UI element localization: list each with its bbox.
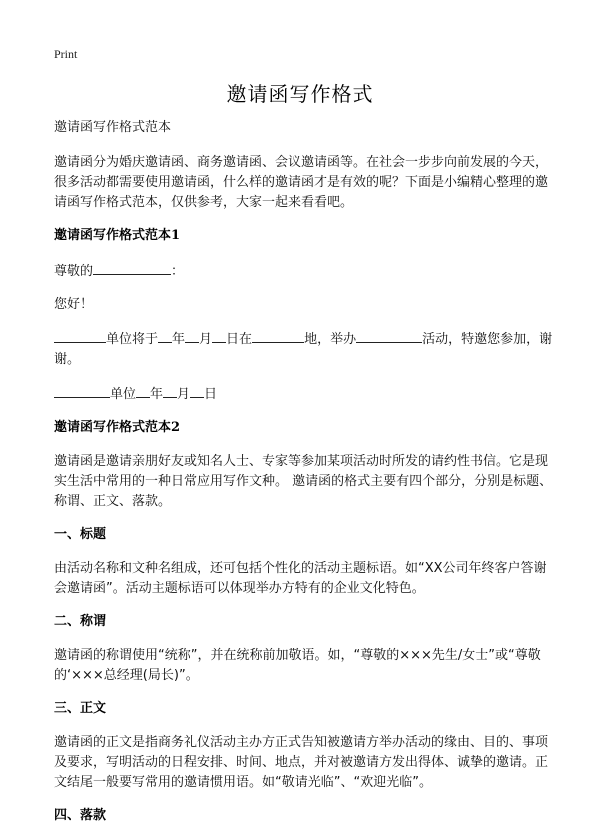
text-segment: 日 xyxy=(204,387,218,402)
day-blank xyxy=(190,383,204,398)
salutation-line xyxy=(54,260,554,282)
document-body xyxy=(54,118,554,840)
greeting-line: 您好！ xyxy=(54,297,94,312)
text-segment: 日在 xyxy=(226,332,253,347)
recipient-blank xyxy=(93,260,171,275)
sample1-heading: 邀请函写作格式范本1 xyxy=(54,228,181,243)
salutation-prefix: 尊敬的 xyxy=(54,264,94,279)
text-segment: 年 xyxy=(172,332,186,347)
month-blank xyxy=(163,383,177,398)
text-segment: 月 xyxy=(199,332,213,347)
organizer-blank xyxy=(54,328,106,343)
event-blank xyxy=(356,328,422,343)
location-blank xyxy=(252,328,304,343)
month-blank xyxy=(185,328,199,343)
invitation-body-line xyxy=(54,328,554,370)
salutation-suffix: ： xyxy=(171,264,185,279)
section-heading-title: 一、标题 xyxy=(54,527,107,542)
section-paragraph-body: 邀请函的正文是指商务礼仪活动主办方正式告知被邀请方举办活动的缘由、目的、事项及要求，写明活动的日程安排、时间、地点，并对被邀请方发出得体、诚挚的邀请。正文结尾一般要写常用的邀请惯用语。如“敬请光临”、“欢迎光临”。 xyxy=(54,735,549,790)
section-paragraph-salutation: 邀请函的称谓使用“统称”，并在统称前加敬语。如，“尊敬的×××先生/女士”或“尊敬的‘×××总经理(局长)”。 xyxy=(54,648,541,683)
section-heading-salutation: 二、称谓 xyxy=(54,614,107,629)
day-blank xyxy=(212,328,226,343)
section-heading-signature: 四、落款 xyxy=(54,808,107,823)
print-label[interactable]: Print xyxy=(54,47,78,61)
signature-line xyxy=(54,383,554,405)
text-segment: 活动，特邀您参加，谢谢。 xyxy=(54,332,553,367)
section-heading-body: 三、正文 xyxy=(54,701,107,716)
text-segment: 月 xyxy=(177,387,191,402)
text-segment: 单位将于 xyxy=(106,332,159,347)
document-title: 邀请函写作格式 xyxy=(226,82,374,106)
text-segment: 单位 xyxy=(110,387,137,402)
year-blank xyxy=(136,383,150,398)
section-paragraph-title: 由活动名称和文种名组成，还可包括个性化的活动主题标语。如“XX公司年终客户答谢会邀请函”。活动主题标语可以体现举办方特有的企业文化特色。 xyxy=(54,561,547,596)
sample2-paragraph: 邀请函是邀请亲朋好友或知名人士、专家等参加某项活动时所发的请约性书信。它是现实生活中常用的一种日常应用写作文种。 邀请函的格式主要有四个部分，分别是标题、称谓、正文、落款。 xyxy=(54,454,553,509)
text-segment: 地，举办 xyxy=(304,332,357,347)
document-subtitle: 邀请函写作格式范本 xyxy=(54,120,172,135)
signer-blank xyxy=(54,383,110,398)
year-blank xyxy=(158,328,172,343)
text-segment: 年 xyxy=(150,387,164,402)
intro-paragraph: 邀请函分为婚庆邀请函、商务邀请函、会议邀请函等。在社会一步步向前发展的今天，很多活动都需要使用邀请函，什么样的邀请函才是有效的呢？下面是小编精心整理的邀请函写作格式范本，仅供参考，大家一起来看看吧。 xyxy=(54,155,549,210)
sample2-heading: 邀请函写作格式范本2 xyxy=(54,420,181,435)
